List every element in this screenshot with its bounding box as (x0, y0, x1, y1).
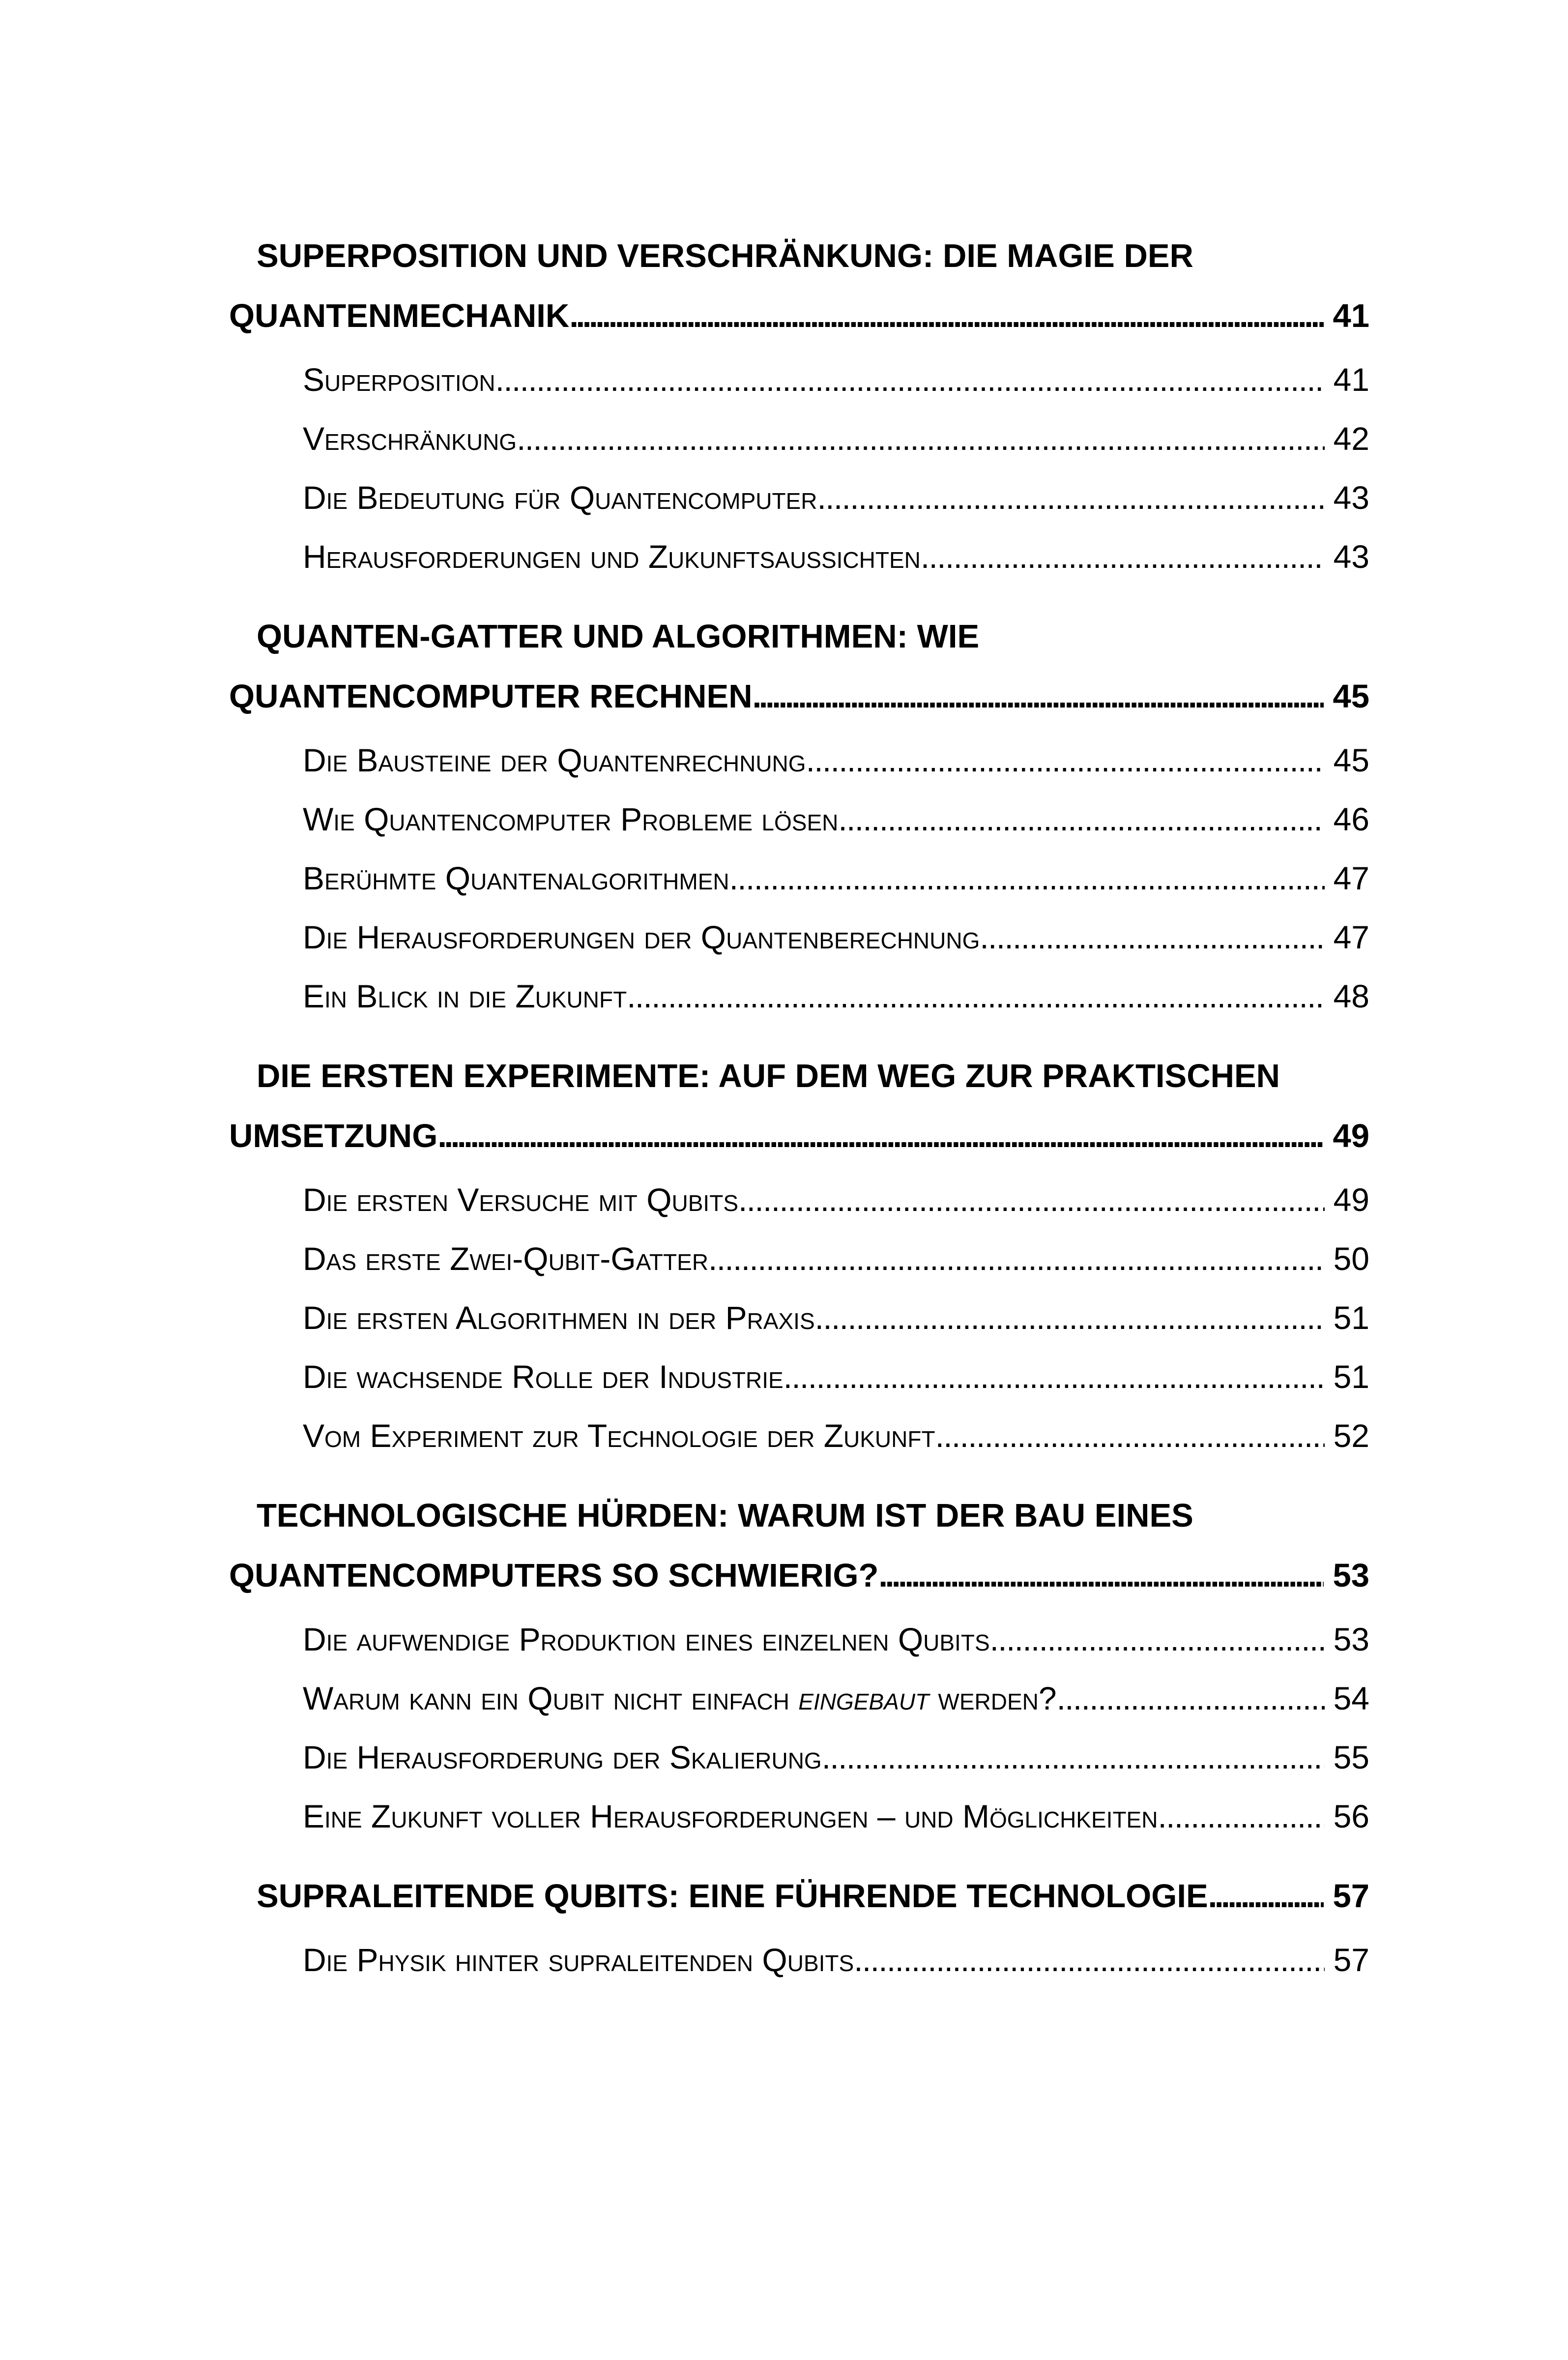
chapter-title-text: SUPRALEITENDE QUBITS: EINE FÜHRENDE TECHNOLOGIE (257, 1878, 1208, 1915)
chapter-page-number: 41 (1333, 297, 1369, 334)
chapter-page-number: 49 (1333, 1118, 1369, 1154)
dot-leader (437, 1106, 1324, 1166)
section-page-number: 46 (1333, 801, 1369, 837)
dot-leader (738, 1170, 1325, 1229)
section-list (229, 731, 1369, 1026)
section-title: Die Bausteine der Quantenrechnung (303, 742, 806, 778)
chapter-page-number: 53 (1333, 1557, 1369, 1594)
section-entry (229, 409, 1369, 468)
dot-leader (1057, 1669, 1325, 1728)
section-page-number: 41 (1333, 361, 1369, 398)
section-page-number: 56 (1333, 1798, 1369, 1834)
section-entry (229, 1229, 1369, 1288)
section-title: Die Physik hinter supraleitenden Qubits (303, 1942, 854, 1978)
section-entry (229, 1787, 1369, 1846)
dot-leader (878, 1546, 1324, 1606)
section-title: Superposition (303, 361, 495, 398)
dot-leader (1158, 1787, 1324, 1846)
section-entry (229, 790, 1369, 849)
section-page-number: 51 (1333, 1358, 1369, 1395)
section-page-number: 53 (1333, 1621, 1369, 1657)
dot-leader (569, 286, 1324, 346)
section-page-number: 51 (1333, 1299, 1369, 1336)
section-entry (229, 849, 1369, 908)
dot-leader (815, 1288, 1325, 1347)
section-page-number: 55 (1333, 1739, 1369, 1775)
dot-leader (784, 1347, 1325, 1406)
section-title: Die aufwendige Produktion eines einzelnen Qubits (303, 1621, 990, 1657)
chapter-title-line1: DIE ERSTEN EXPERIMENTE: AUF DEM WEG ZUR PRAKTISCHEN (257, 1058, 1280, 1094)
section-entry (229, 350, 1369, 409)
section-title-part: Warum kann ein Qubit nicht einfach (303, 1680, 799, 1716)
section-entry (229, 731, 1369, 790)
chapter-title-line2 (229, 1106, 1369, 1166)
section-page-number: 57 (1333, 1942, 1369, 1978)
section-title: Verschränkung (303, 420, 517, 457)
section-page-number: 45 (1333, 742, 1369, 778)
section-title: Das erste Zwei-Qubit-Gatter (303, 1240, 709, 1277)
section-title: Herausforderungen und Zukunftsaussichten (303, 538, 921, 575)
section-page-number: 48 (1333, 978, 1369, 1014)
section-title: Die Herausforderung der Skalierung (303, 1739, 822, 1775)
section-page-number: 52 (1333, 1417, 1369, 1454)
section-title: Eine Zukunft voller Herausforderungen – und Möglichkeiten (303, 1798, 1158, 1834)
dot-leader (1208, 1866, 1324, 1926)
section-page-number: 54 (1333, 1680, 1369, 1716)
section-page-number: 47 (1333, 860, 1369, 896)
section-title-part: werden? (929, 1680, 1057, 1716)
chapter-title-line2 (229, 286, 1369, 346)
chapter-title-text: QUANTENCOMPUTER RECHNEN (229, 678, 753, 715)
section-title: Die Bedeutung für Quantencomputer (303, 479, 817, 516)
section-entry (229, 1406, 1369, 1465)
chapter-page-number: 45 (1333, 678, 1369, 715)
section-page-number: 49 (1333, 1181, 1369, 1218)
section-page-number: 50 (1333, 1240, 1369, 1277)
section-entry (229, 468, 1369, 527)
dot-leader (627, 967, 1324, 1026)
section-title: Berühmte Quantenalgorithmen (303, 860, 729, 896)
section-title: Die ersten Versuche mit Qubits (303, 1181, 738, 1218)
dot-leader (517, 409, 1325, 468)
section-entry (229, 967, 1369, 1026)
table-of-contents (229, 226, 1369, 2010)
dot-leader (990, 1610, 1325, 1669)
toc-chapter (229, 1866, 1369, 1989)
section-title (303, 1669, 1057, 1728)
section-page-number: 47 (1333, 919, 1369, 955)
dot-leader (822, 1728, 1325, 1787)
section-title: Ein Blick in die Zukunft (303, 978, 627, 1014)
dot-leader (708, 1229, 1325, 1288)
chapter-title-text: UMSETZUNG (229, 1118, 438, 1154)
dot-leader (817, 468, 1325, 527)
dot-leader (854, 1930, 1324, 1989)
dot-leader (980, 908, 1324, 967)
section-page-number: 43 (1333, 538, 1369, 575)
section-entry (229, 1669, 1369, 1728)
dot-leader (935, 1406, 1325, 1465)
chapter-title-text: QUANTENMECHANIK (229, 297, 570, 334)
section-page-number: 43 (1333, 479, 1369, 516)
section-entry (229, 1288, 1369, 1347)
chapter-page-number: 57 (1333, 1878, 1369, 1915)
toc-chapter (229, 607, 1369, 1026)
dot-leader (838, 790, 1324, 849)
chapter-title (229, 1866, 1369, 1926)
chapter-title-text: QUANTENCOMPUTERS SO SCHWIERIG? (229, 1557, 879, 1594)
chapter-title-line1: TECHNOLOGISCHE HÜRDEN: WARUM IST DER BAU EINES (257, 1497, 1193, 1534)
section-entry (229, 1930, 1369, 1989)
section-entry (229, 527, 1369, 586)
section-entry (229, 1170, 1369, 1229)
section-entry (229, 908, 1369, 967)
section-list (229, 1170, 1369, 1465)
section-title: Vom Experiment zur Technologie der Zukunft (303, 1417, 935, 1454)
chapter-title-line2 (229, 1546, 1369, 1606)
toc-chapter (229, 1046, 1369, 1465)
section-entry (229, 1728, 1369, 1787)
section-title: Die ersten Algorithmen in der Praxis (303, 1299, 815, 1336)
toc-chapter (229, 226, 1369, 586)
chapter-title-line1: SUPERPOSITION UND VERSCHRÄNKUNG: DIE MAGIE DER (257, 237, 1193, 274)
section-entry (229, 1610, 1369, 1669)
section-list (229, 350, 1369, 586)
dot-leader (921, 527, 1325, 586)
section-page-number: 42 (1333, 420, 1369, 457)
section-title: Wie Quantencomputer Probleme lösen (303, 801, 839, 837)
section-title-emphasis: eingebaut (798, 1680, 929, 1716)
section-title: Die Herausforderungen der Quantenberechnung (303, 919, 980, 955)
dot-leader (806, 731, 1325, 790)
chapter-title-line1: QUANTEN-GATTER UND ALGORITHMEN: WIE (257, 618, 980, 655)
chapter-title-line2 (229, 667, 1369, 727)
section-list (229, 1610, 1369, 1846)
dot-leader (753, 667, 1324, 727)
toc-chapter (229, 1486, 1369, 1846)
section-title: Die wachsende Rolle der Industrie (303, 1358, 784, 1395)
section-entry (229, 1347, 1369, 1406)
section-list (229, 1930, 1369, 1989)
dot-leader (495, 350, 1325, 409)
dot-leader (729, 849, 1325, 908)
